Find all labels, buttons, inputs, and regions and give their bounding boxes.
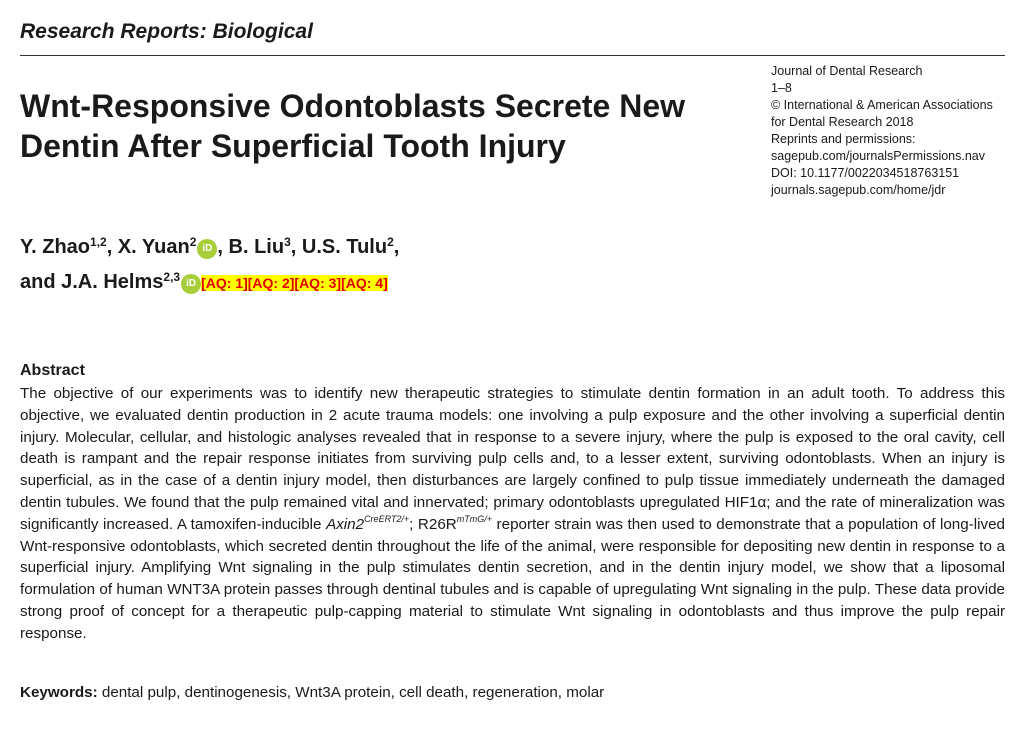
affiliation-sup: 1,2 (90, 235, 107, 249)
journal-meta (771, 63, 1016, 199)
article-title: Wnt-Responsive Odontoblasts Secrete New Dentin After Superficial Tooth Injury (20, 88, 686, 164)
journal-name: Journal of Dental Research (771, 64, 923, 78)
orcid-icon[interactable]: iD (197, 239, 217, 259)
copyright-line-2: for Dental Research 2018 (771, 115, 914, 129)
reprints-label: Reprints and permissions: (771, 132, 916, 146)
doi[interactable]: DOI: 10.1177/0022034518763151 (771, 166, 960, 180)
section-header: Research Reports: Biological (20, 20, 313, 43)
abstract-heading: Abstract (20, 362, 85, 379)
page-range: 1–8 (771, 81, 792, 95)
author-query-markers[interactable]: [AQ: 1][AQ: 2][AQ: 3][AQ: 4] (201, 275, 388, 291)
author-name: X. Yuan (117, 236, 190, 258)
orcid-icon[interactable]: iD (181, 274, 201, 294)
permissions-link[interactable]: sagepub.com/journalsPermissions.nav (771, 149, 985, 163)
copyright-line-1: © International & American Associations (771, 98, 993, 112)
affiliation-sup: 2 (189, 235, 197, 249)
affiliation-sup: 2,3 (163, 270, 181, 284)
affiliation-sup: 3 (284, 235, 291, 249)
keywords-text: dental pulp, dentinogenesis, Wnt3A protein, cell death, regeneration, molar (97, 684, 605, 701)
affiliation-sup: 2 (387, 235, 394, 249)
keywords-label: Keywords: (20, 684, 98, 701)
gene-name: Axin2 (326, 515, 365, 533)
keywords (20, 684, 604, 701)
abstract-text: ; R26R (409, 515, 457, 533)
author-name: J.A. Helms (61, 271, 164, 293)
abstract-body (20, 383, 1005, 645)
author-name: B. Liu (228, 236, 285, 258)
and-text: and (20, 271, 56, 293)
header-divider (20, 55, 1005, 56)
gene-superscript: mTmG/+ (456, 513, 493, 524)
abstract-text: The objective of our experiments was to identify new therapeutic strategies to stimulate dentin formation in an adult tooth. To address this objective, we evaluated dentin production in 2 acute trauma models: one involving a pulp exposure and the other involving a superficial dentin injury. Molecular, cellular, and histologic analyses revealed that in response to a severe injury, where the pulp is exposed to the oral cavity, cell death is rampant and the repair response initiates from surviving pulp cells and, to a lesser extent, surviving odontoblasts. When an injury is superficial, as in the case of a dentin injury model, then disturbances are largely confined to pulp tissue immediately underneath the damaged dentin tubules. We found that the pulp remained vital and innervated; primary odontoblasts upregulated HIF1α; and the rate of mineralization was significantly increased. A tamoxifen-inducible (20, 385, 1005, 533)
author-list: Y. Zhao$^{1,2}$, X. Yuan$^2$ iD , B. Liu$^3$, U.S. Tulu$^2$, and J.A. Helms$^{2,3}$ iD [AQ: 1][AQ: 2][AQ: 3][AQ: 4] (20, 235, 400, 293)
author-name: Y. Zhao (20, 236, 91, 258)
author-name: U.S. Tulu (301, 236, 388, 258)
abstract-text: reporter strain was then used to demonstrate that a population of long-lived Wnt-responsive odontoblasts, which secreted dentin throughout the life of the animal, were responsible for depositing new dentin in response to a superficial injury. Amplifying Wnt signaling in the pulp stimulates dentin secretion, and in the dentin injury model, we show that a liposomal formulation of human WNT3A protein passes through dentinal tubules and is capable of upregulating Wnt signaling in the pulp. These data provide strong proof of concept for a therapeutic pulp-capping material to stimulate Wnt signaling in odontoblasts and thus improve the pulp repair response. (20, 515, 1005, 642)
journal-home-link[interactable]: journals.sagepub.com/home/jdr (771, 183, 946, 197)
gene-superscript: CreERT2/+ (364, 513, 410, 524)
